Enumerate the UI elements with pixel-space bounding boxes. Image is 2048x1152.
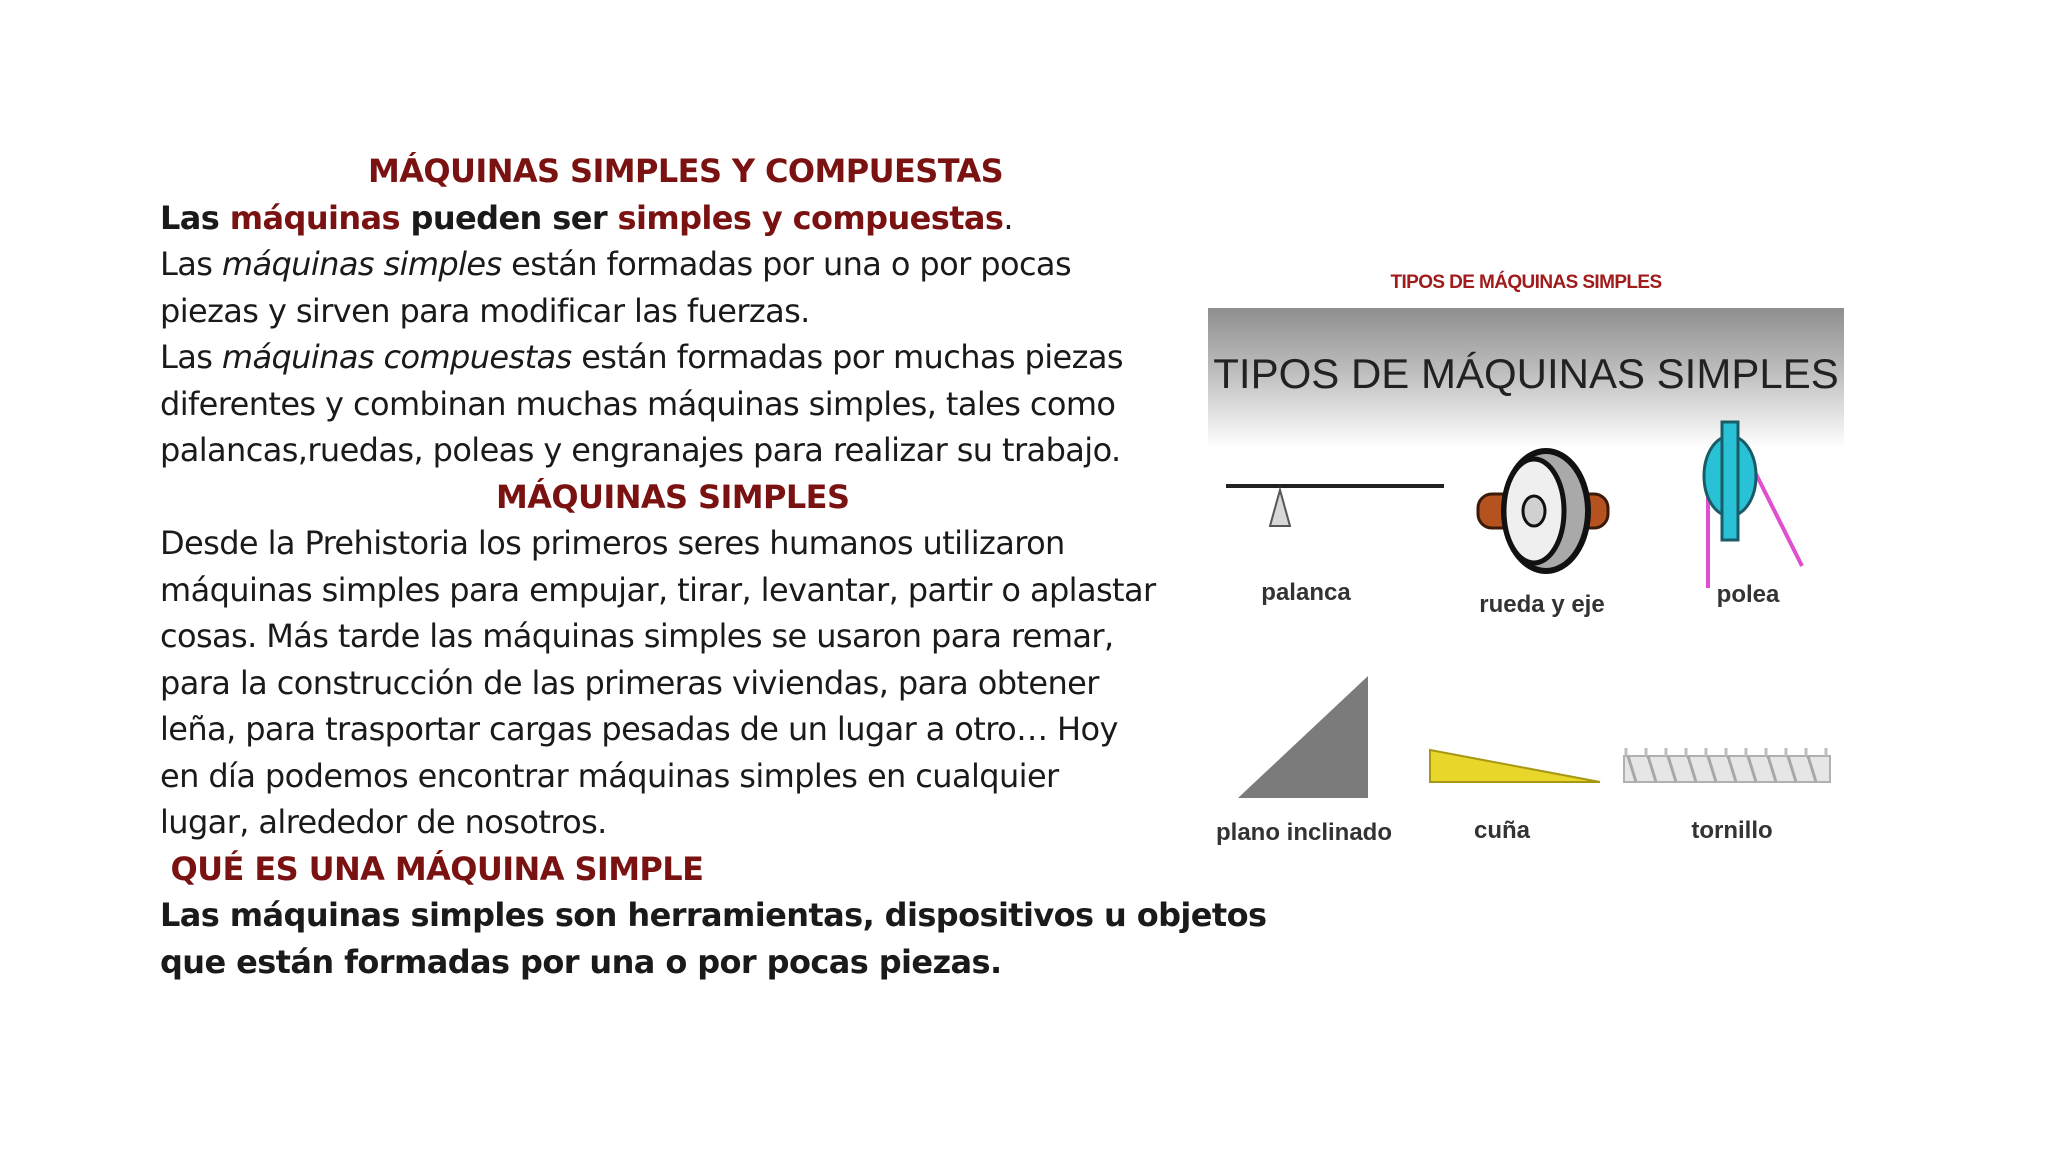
intro-text: pueden ser xyxy=(400,198,618,237)
compuestas-definition-line1 xyxy=(160,334,1176,381)
screw-icon xyxy=(1624,748,1830,782)
label-rueda-y-eje: rueda y eje xyxy=(1479,591,1605,618)
section-heading-que-es: QUÉ ES UNA MÁQUINA SIMPLE xyxy=(160,849,704,888)
intro-period: . xyxy=(1003,198,1013,237)
wedge-icon xyxy=(1430,750,1600,782)
simples-text: Las xyxy=(160,245,222,283)
compuestas-definition-line3: palancas,ruedas, poleas y engranajes para realizar su trabajo. xyxy=(160,431,1121,469)
history-line: leña, para trasportar cargas pesadas de un lugar a otro… Hoy xyxy=(160,710,1118,748)
history-line: máquinas simples para empujar, tirar, levantar, partir o aplastar xyxy=(160,570,1156,609)
history-line: Desde la Prehistoria los primeros seres humanos utilizaron xyxy=(160,524,1065,562)
page-title: MÁQUINAS SIMPLES Y COMPUESTAS xyxy=(368,152,1004,190)
intro-term-types: simples y compuestas xyxy=(617,198,1004,237)
compuestas-definition-line2: diferentes y combinan muchas máquinas simples, tales como xyxy=(160,384,1116,423)
label-tornillo: tornillo xyxy=(1691,817,1773,844)
definition-line: que están formadas por una o por pocas piezas. xyxy=(160,942,1002,981)
compuestas-term: máquinas compuestas xyxy=(221,338,572,376)
inclined-plane-icon xyxy=(1238,676,1368,798)
label-palanca: palanca xyxy=(1261,579,1351,606)
figure-banner-title: TIPOS DE MÁQUINAS SIMPLES xyxy=(1213,350,1839,397)
label-cuna: cuña xyxy=(1473,817,1531,844)
intro-term-maquinas: máquinas xyxy=(229,198,400,237)
lever-icon xyxy=(1226,486,1444,526)
text-block xyxy=(160,148,1267,985)
simple-machines-figure xyxy=(1208,272,1844,872)
history-line: lugar, alrededor de nosotros. xyxy=(160,803,607,841)
history-line: en día podemos encontrar máquinas simples en cualquier xyxy=(160,756,1059,795)
wheel-and-axle-icon xyxy=(1478,451,1608,571)
intro-text: Las xyxy=(160,198,230,237)
figure-caption: TIPOS DE MÁQUINAS SIMPLES xyxy=(1390,272,1662,293)
figure-illustration xyxy=(1208,308,1844,868)
section-heading-maquinas-simples: MÁQUINAS SIMPLES xyxy=(496,477,850,516)
simples-text: están formadas por una o por pocas xyxy=(501,245,1072,283)
simples-term: máquinas simples xyxy=(221,245,502,283)
intro-line xyxy=(160,195,1176,242)
history-line: cosas. Más tarde las máquinas simples se usaron para remar, xyxy=(160,617,1114,655)
compuestas-text: Las xyxy=(160,338,222,376)
simples-definition-line1 xyxy=(160,241,1176,288)
label-polea: polea xyxy=(1716,581,1780,608)
definition-line: Las máquinas simples son herramientas, dispositivos u objetos xyxy=(160,896,1267,934)
history-line: para la construcción de las primeras viviendas, para obtener xyxy=(160,663,1099,702)
label-plano-inclinado: plano inclinado xyxy=(1215,819,1393,846)
compuestas-text: están formadas por muchas piezas xyxy=(571,338,1123,376)
simples-definition-line2: piezas y sirven para modificar las fuerzas. xyxy=(160,291,810,330)
